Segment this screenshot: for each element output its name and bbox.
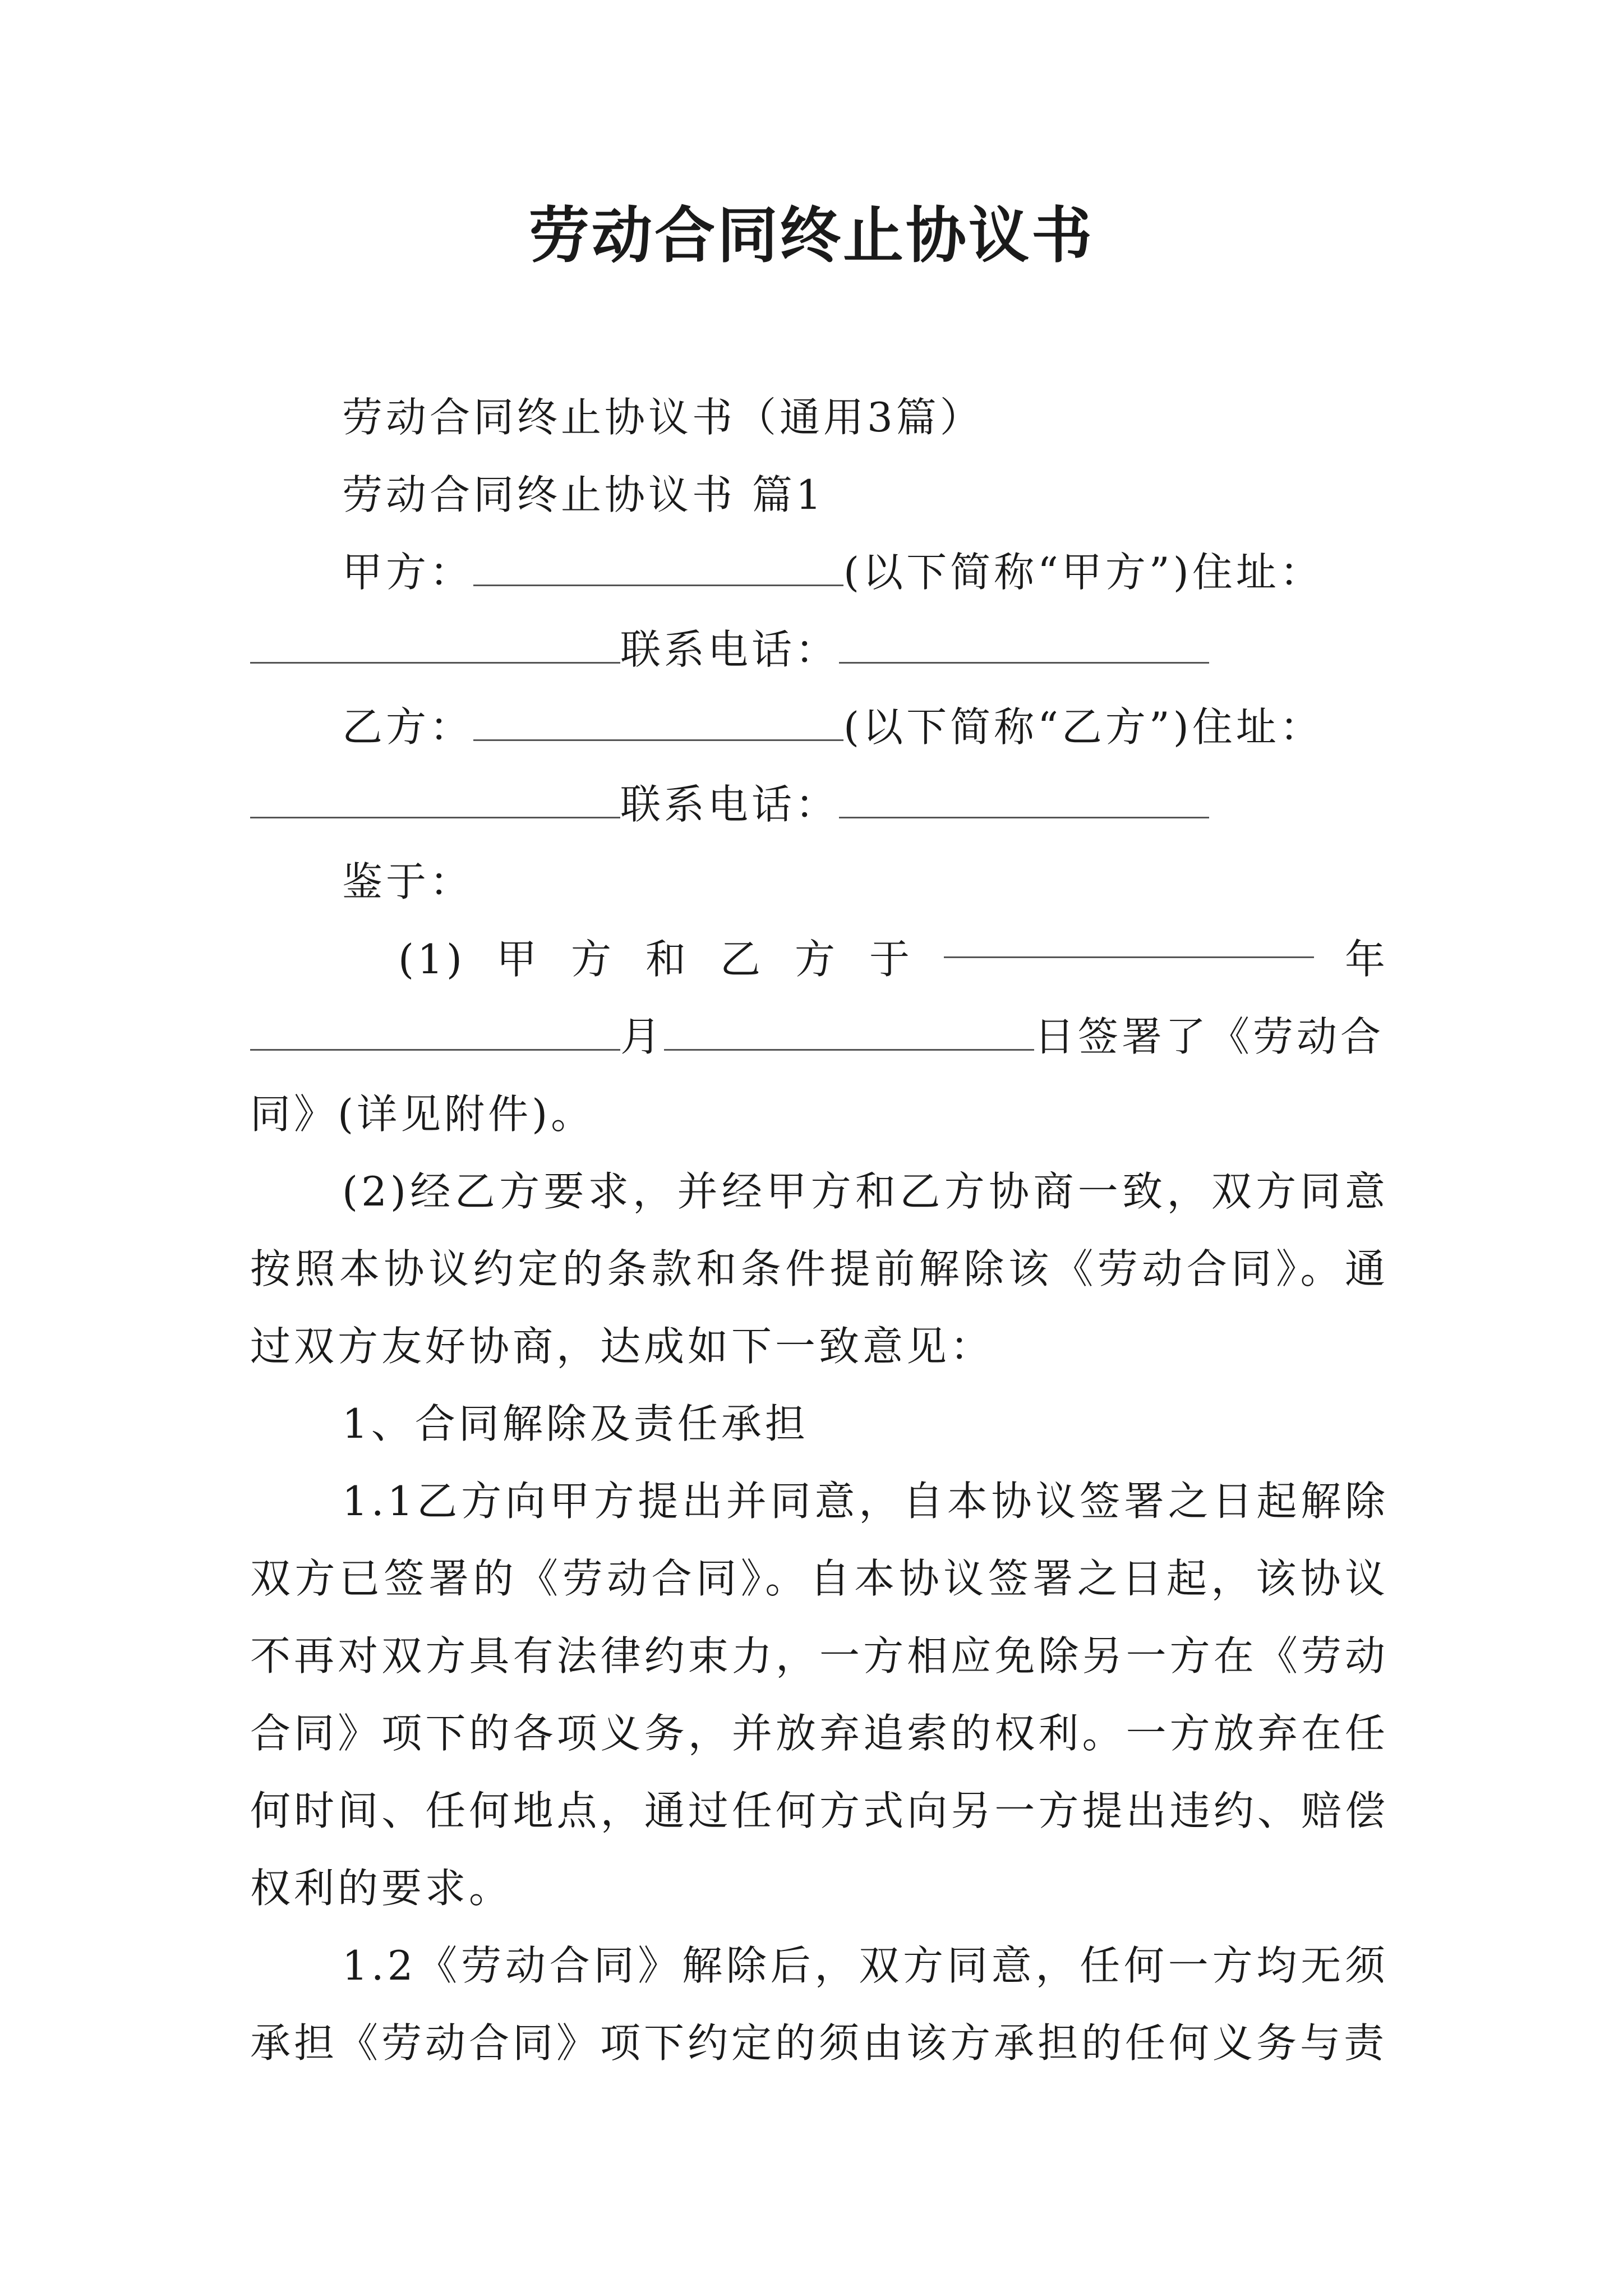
party-b-abbrev: (以下简称“乙方”)住址： bbox=[843, 703, 1324, 751]
section-1-title: 1、合同解除及责任承担 bbox=[342, 1400, 809, 1447]
party-b-label: 乙方： bbox=[342, 703, 474, 751]
party-a-name-blank bbox=[473, 549, 843, 586]
party-b-phone-blank bbox=[839, 781, 1209, 818]
clause-1-char: (1) bbox=[398, 936, 465, 983]
whereas-label: 鉴于： bbox=[342, 858, 474, 905]
section-heading: 劳动合同终止协议书 篇1 bbox=[342, 471, 825, 518]
party-b-contact-line bbox=[250, 766, 1389, 843]
party-a-phone-blank bbox=[839, 626, 1209, 664]
clause-1-char: 甲 bbox=[496, 936, 540, 983]
clause-1-char: 方 bbox=[794, 936, 838, 983]
party-b-phone-label: 联系电话： bbox=[620, 781, 840, 828]
clause-1-year-blank bbox=[944, 921, 1314, 958]
clause-1-month: 月 bbox=[620, 1013, 665, 1060]
clause-1-char: 于 bbox=[869, 936, 913, 983]
clause-1-char: 乙 bbox=[720, 936, 764, 983]
party-a-contact-line bbox=[250, 611, 1389, 688]
clause-1-month-blank bbox=[250, 1013, 620, 1051]
clause-1-char: 方 bbox=[570, 936, 615, 983]
party-a-address-blank bbox=[250, 626, 620, 664]
party-a-line bbox=[250, 533, 1389, 611]
clause-1-line-2 bbox=[250, 998, 1389, 1075]
section-1-2: 1.2《劳动合同》解除后，双方同意，任何一方均无须承担《劳动合同》项下约定的须由该方承担的任何义务与责 bbox=[250, 1942, 1389, 2067]
document-subtitle: 劳动合同终止协议书（通用3篇） bbox=[342, 394, 984, 441]
document-title: 劳动合同终止协议书 bbox=[528, 200, 1094, 271]
clause-1-year: 年 bbox=[1344, 936, 1389, 983]
clause-1-char: 和 bbox=[645, 936, 689, 983]
party-b-name-blank bbox=[473, 703, 843, 741]
clause-2: (2)经乙方要求，并经甲方和乙方协商一致，双方同意按照本协议约定的条款和条件提前解除该《劳动合同》。通过双方友好协商，达成如下一致意见： bbox=[250, 1168, 1389, 1370]
clause-1-line-3: 同》(详见附件)。 bbox=[250, 1091, 595, 1138]
intro-block bbox=[250, 379, 1389, 533]
section-1-1: 1.1乙方向甲方提出并同意，自本协议签署之日起解除双方已签署的《劳动合同》。自本协议签署之日起，该协议不再对双方具有法律约束力，一方相应免除另一方在《劳动合同》项下的各项义务，并放弃追索的权利。一方放弃在任何时间、任何地点，通过任何方式向另一方提出违约、赔偿权利的要求。 bbox=[250, 1478, 1389, 1912]
party-b-address-blank bbox=[250, 781, 620, 818]
clause-1-day-blank bbox=[664, 1013, 1034, 1051]
party-a-block bbox=[250, 533, 1389, 688]
party-b-block bbox=[250, 688, 1389, 843]
party-a-label: 甲方： bbox=[342, 549, 474, 596]
party-a-abbrev: (以下简称“甲方”)住址： bbox=[843, 549, 1324, 596]
clause-1-block bbox=[250, 921, 1389, 1153]
party-a-phone-label: 联系电话： bbox=[620, 626, 840, 673]
party-b-line bbox=[250, 688, 1389, 766]
clause-1-line-1 bbox=[250, 921, 1389, 998]
whereas-block bbox=[250, 843, 1389, 921]
main-body bbox=[250, 1153, 1389, 2082]
clause-1-day-sign: 日签署了《劳动合 bbox=[1034, 1013, 1385, 1060]
